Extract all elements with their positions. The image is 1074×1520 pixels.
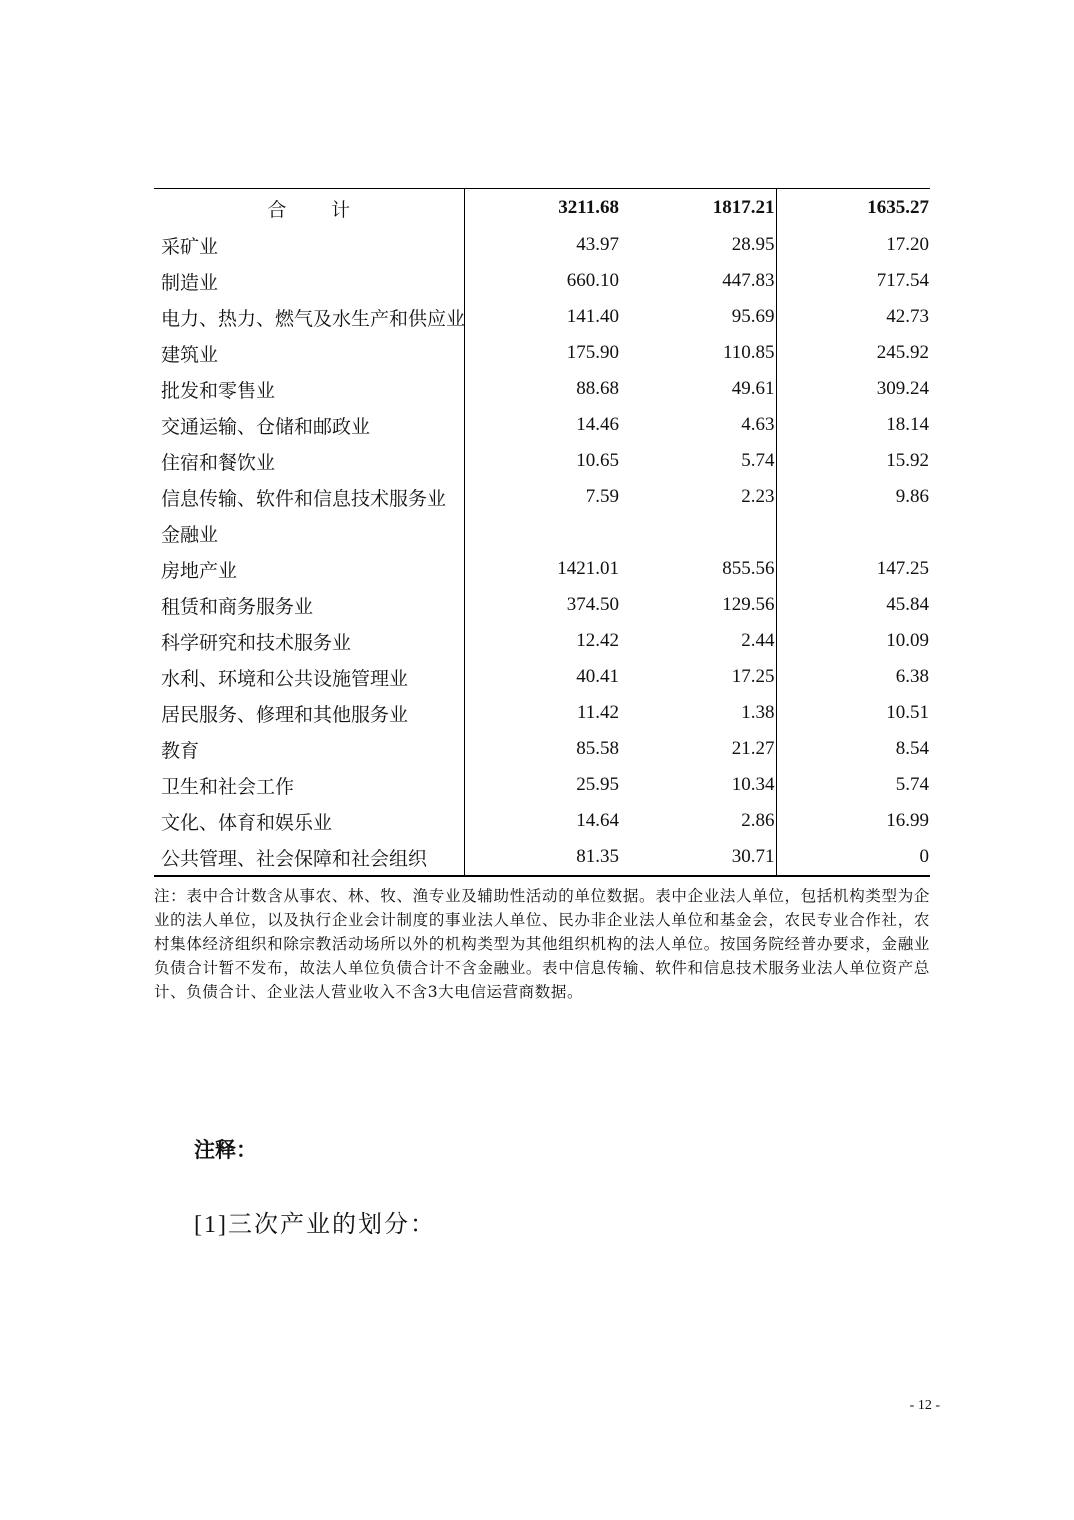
table-row	[154, 227, 930, 263]
row-value-1: 85.58	[576, 738, 619, 759]
row-value-1: 25.95	[576, 774, 619, 795]
row-value-2: 49.61	[620, 371, 776, 407]
row-value-1: 14.64	[576, 810, 619, 831]
row-value-1: 43.97	[576, 234, 619, 255]
row-value-1: 81.35	[464, 839, 620, 876]
row-value-3: 245.92	[876, 342, 929, 363]
row-value-2: 4.63	[620, 407, 776, 443]
table-row	[154, 551, 930, 587]
table-row	[154, 335, 930, 371]
row-value-2: 95.69	[620, 299, 776, 335]
row-value-3: 717.54	[876, 270, 929, 291]
row-label: 居民服务、修理和其他服务业	[154, 695, 464, 731]
row-label: 金融业	[154, 515, 464, 551]
total-value-2: 1817.21	[620, 189, 776, 228]
row-value-3: 5.74	[895, 774, 929, 795]
row-value-1: 14.46	[576, 414, 619, 435]
table-row	[154, 443, 930, 479]
row-label: 文化、体育和娱乐业	[154, 803, 464, 839]
notes-item-1: [1]三次产业的划分：	[194, 1212, 436, 1238]
table-row	[154, 767, 930, 803]
table-row	[154, 695, 930, 731]
row-value-2: 21.27	[620, 731, 776, 767]
table-row	[154, 299, 930, 335]
table-row	[154, 659, 930, 695]
row-value-3: 0	[776, 839, 930, 876]
row-value-2: 1.38	[620, 695, 776, 731]
row-value-1: 660.10	[566, 270, 619, 291]
total-label: 合 计	[154, 189, 464, 228]
table-row	[154, 263, 930, 299]
row-value-2: 855.56	[620, 551, 776, 587]
row-value-3: 147.25	[876, 558, 929, 579]
table-row	[154, 479, 930, 515]
row-label: 制造业	[154, 263, 464, 299]
row-label: 信息传输、软件和信息技术服务业	[154, 479, 464, 515]
row-label: 水利、环境和公共设施管理业	[154, 659, 464, 695]
row-value-1: 40.41	[576, 666, 619, 687]
row-value-1: 7.59	[585, 486, 619, 507]
row-value-2: 30.71	[620, 839, 776, 876]
row-label: 建筑业	[154, 335, 464, 371]
row-value-1: 141.40	[566, 306, 619, 327]
row-value-2: 110.85	[620, 335, 776, 371]
row-value-2: 17.25	[620, 659, 776, 695]
row-value-2: 2.44	[620, 623, 776, 659]
row-label: 交通运输、仓储和邮政业	[154, 407, 464, 443]
table-row	[154, 731, 930, 767]
row-value-3: 15.92	[886, 450, 929, 471]
table-row	[154, 407, 930, 443]
row-value-3: 42.73	[886, 306, 929, 327]
industry-data-table	[154, 188, 930, 877]
row-label: 教育	[154, 731, 464, 767]
row-value-3: 309.24	[876, 378, 929, 399]
row-label: 卫生和社会工作	[154, 767, 464, 803]
row-value-3: 45.84	[886, 594, 929, 615]
row-value-1: 88.68	[576, 378, 619, 399]
table-row	[154, 515, 930, 551]
row-value-2: 5.74	[620, 443, 776, 479]
row-value-2: 2.86	[620, 803, 776, 839]
page-number: - 12 -	[909, 1398, 940, 1413]
row-value-1: 11.42	[576, 702, 619, 723]
total-value-1: 3211.68	[464, 189, 620, 228]
row-label: 住宿和餐饮业	[154, 443, 464, 479]
table-row	[154, 803, 930, 839]
total-row	[154, 189, 930, 228]
total-value-3: 1635.27	[776, 189, 930, 228]
row-value-1: 175.90	[566, 342, 619, 363]
table-footnote: 注：表中合计数含从事农、林、牧、渔专业及辅助性活动的单位数据。表中企业法人单位，包括机构类型为企业的法人单位，以及执行企业会计制度的事业法人单位、民办非企业法人单位和基金会，农民专业合作社，农村集体经济组织和除宗教活动场所以外的机构类型为其他组织机构的法人单位。按国务院经普办要求，金融业负债合计暂不发布，故法人单位负债合计不含金融业。表中信息传输、软件和信息技术服务业法人单位资产总计、负债合计、企业法人营业收入不含3大电信运营商数据。	[154, 887, 930, 1001]
row-value-1: 12.42	[576, 630, 619, 651]
row-value-3	[776, 515, 930, 551]
table-row	[154, 623, 930, 659]
row-label: 租赁和商务服务业	[154, 587, 464, 623]
row-value-1: 374.50	[566, 594, 619, 615]
row-label: 房地产业	[154, 551, 464, 587]
row-value-1	[464, 515, 620, 551]
table-row	[154, 371, 930, 407]
row-value-3: 16.99	[886, 810, 929, 831]
row-value-2: 129.56	[620, 587, 776, 623]
row-label: 电力、热力、燃气及水生产和供应业	[154, 299, 464, 335]
row-value-2: 28.95	[620, 227, 776, 263]
row-value-3: 10.51	[886, 702, 929, 723]
row-value-3: 6.38	[895, 666, 929, 687]
table-row	[154, 839, 930, 876]
row-label: 批发和零售业	[154, 371, 464, 407]
row-value-3: 17.20	[886, 234, 929, 255]
row-value-2: 447.83	[620, 263, 776, 299]
row-value-3: 18.14	[886, 414, 929, 435]
row-value-1: 10.65	[576, 450, 619, 471]
table-row	[154, 587, 930, 623]
notes-heading: 注释：	[194, 1138, 257, 1162]
row-value-3: 9.86	[895, 486, 929, 507]
row-value-3: 10.09	[886, 630, 929, 651]
row-value-1: 1421.01	[557, 558, 619, 579]
row-value-2	[620, 515, 776, 551]
row-value-2: 2.23	[620, 479, 776, 515]
row-value-3: 8.54	[895, 738, 929, 759]
row-label: 公共管理、社会保障和社会组织	[154, 839, 464, 876]
row-label: 采矿业	[154, 227, 464, 263]
row-label: 科学研究和技术服务业	[154, 623, 464, 659]
row-value-2: 10.34	[620, 767, 776, 803]
